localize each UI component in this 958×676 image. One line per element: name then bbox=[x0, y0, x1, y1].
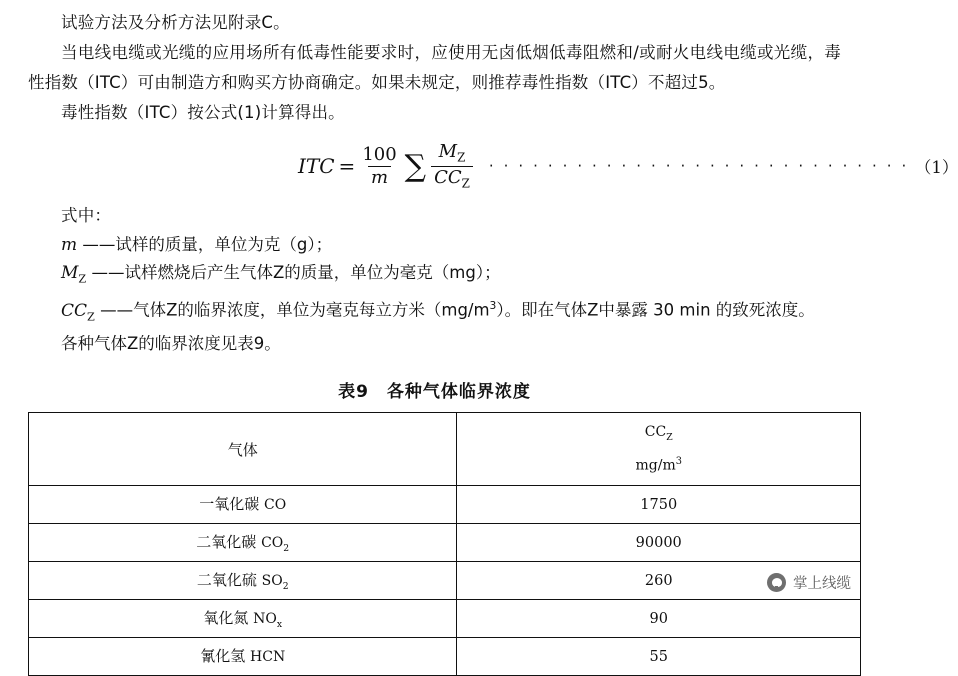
definition-ccz-symbol-subscript: Z bbox=[87, 310, 95, 324]
definition-m bbox=[28, 231, 841, 259]
definition-mz-symbol-base: M bbox=[61, 262, 79, 283]
header-ccz-symbol bbox=[461, 420, 856, 450]
formula-fraction-mz-over-ccz bbox=[431, 142, 473, 191]
definition-tail: 各种气体Z的临界浓度见表9。 bbox=[61, 334, 281, 354]
fraction1-denominator: m bbox=[368, 166, 391, 188]
gas-name-cell bbox=[29, 486, 457, 524]
table-row bbox=[29, 524, 861, 562]
gas-formula-base: CO bbox=[261, 535, 284, 552]
table-caption: 表9 各种气体临界浓度 bbox=[338, 382, 531, 403]
definition-ccz-symbol-base: CC bbox=[61, 300, 88, 321]
gas-formula-base: HCN bbox=[250, 649, 286, 666]
gas-name-formula bbox=[250, 649, 285, 665]
definition-mz-text: 试样燃烧后产生气体Z的质量，单位为毫克（mg）； bbox=[124, 262, 501, 282]
gas-critical-concentration-table bbox=[28, 412, 861, 676]
formula-leader-dots: · · · · · · · · · · · · · · · · · · · · · · · · · · · · · bbox=[488, 157, 909, 176]
gas-name-cell bbox=[29, 524, 457, 562]
gas-formula-base: SO bbox=[261, 573, 283, 590]
gas-name-cn: 二氧化硫 bbox=[196, 571, 262, 590]
header-ccz-symbol-base: CC bbox=[644, 424, 667, 441]
gas-name-formula bbox=[261, 573, 289, 592]
formula-number: （1） bbox=[914, 158, 958, 178]
table-row bbox=[29, 486, 861, 524]
header-ccz-unit bbox=[461, 450, 856, 478]
header-cell-ccz bbox=[457, 413, 861, 486]
definition-ccz-text-part2: ）。即在气体Z中暴露 30 min 的致死浓度。 bbox=[496, 300, 815, 320]
gas-name-formula bbox=[261, 535, 290, 554]
gas-value-cell: 1750 bbox=[457, 486, 861, 524]
paragraph-1: 试验方法及分析方法见附录C。 bbox=[61, 13, 290, 32]
paragraph-2: 当电线电缆或光缆的应用场所有低毒性能要求时，应使用无卤低烟低毒阻燃和/或耐火电线电缆或光缆，毒性指数（ITC）可由制造方和购买方协商确定。如果未规定，则推荐毒性指数（ITC）不超过5。 bbox=[28, 43, 841, 92]
definition-mz-dash: —— bbox=[91, 262, 125, 282]
formula-equals: = bbox=[338, 154, 356, 179]
formula-itc bbox=[28, 141, 958, 191]
definition-mz bbox=[28, 259, 841, 292]
fraction2-denominator-symbol: CC bbox=[434, 166, 462, 188]
gas-value-cell: 260 bbox=[457, 562, 861, 600]
gas-name-cn: 二氧化碳 bbox=[196, 533, 262, 552]
gas-name-cell bbox=[29, 600, 457, 638]
gas-formula-subscript: 2 bbox=[282, 580, 289, 592]
table-header-row bbox=[29, 413, 861, 486]
formula-fraction-100-over-m bbox=[359, 145, 399, 188]
definition-ccz-dash: —— bbox=[100, 300, 134, 320]
gas-formula-base: CO bbox=[264, 497, 287, 514]
definition-m-symbol: m bbox=[61, 234, 78, 255]
watermark bbox=[767, 572, 851, 593]
fraction2-numerator-subscript: Z bbox=[457, 150, 466, 165]
gas-name-cell bbox=[29, 562, 457, 600]
definition-mz-symbol-subscript: Z bbox=[78, 272, 87, 286]
fraction2-denominator bbox=[431, 166, 473, 191]
gas-formula-subscript: x bbox=[276, 618, 283, 630]
definition-m-text: 试样的质量，单位为克（g）； bbox=[115, 234, 333, 254]
definition-mz-symbol bbox=[61, 262, 87, 286]
where-label: 式中： bbox=[61, 205, 112, 225]
gas-name-cn: 一氧化碳 bbox=[199, 495, 265, 514]
table-row bbox=[29, 600, 861, 638]
paragraph-3: 毒性指数（ITC）按公式(1)计算得出。 bbox=[61, 103, 345, 122]
gas-name-formula bbox=[253, 611, 283, 630]
definition-ccz-unit-exponent: 3 bbox=[489, 299, 497, 313]
summation-icon: ∑ bbox=[404, 149, 427, 185]
header-ccz-unit-base: mg/m bbox=[635, 457, 676, 474]
gas-formula-base: NO bbox=[253, 611, 277, 628]
watermark-logo-icon bbox=[767, 573, 786, 592]
definition-ccz bbox=[28, 292, 841, 330]
gas-name-formula bbox=[264, 497, 286, 513]
definitions-block bbox=[28, 201, 841, 357]
gas-name-cell bbox=[29, 638, 457, 676]
table-row bbox=[29, 562, 861, 600]
gas-value-cell: 90 bbox=[457, 600, 861, 638]
definition-m-dash: —— bbox=[82, 234, 116, 254]
fraction2-numerator bbox=[436, 142, 469, 166]
gas-formula-subscript: 2 bbox=[283, 542, 290, 554]
table-row bbox=[29, 638, 861, 676]
formula-lhs: ITC bbox=[298, 154, 335, 179]
fraction2-numerator-symbol: M bbox=[438, 141, 458, 162]
gas-value-cell: 90000 bbox=[457, 524, 861, 562]
definition-ccz-text-part1: 气体Z的临界浓度，单位为毫克每立方米（mg/m bbox=[133, 300, 490, 320]
fraction1-numerator: 100 bbox=[362, 143, 397, 165]
fraction2-denominator-subscript: Z bbox=[461, 176, 470, 191]
watermark-text: 掌上线缆 bbox=[793, 576, 851, 592]
definition-ccz-symbol bbox=[61, 300, 95, 324]
header-cell-gas: 气体 bbox=[29, 413, 457, 486]
gas-value-cell: 55 bbox=[457, 638, 861, 676]
header-ccz-symbol-subscript: Z bbox=[666, 432, 673, 444]
header-ccz-unit-exponent: 3 bbox=[675, 456, 682, 468]
gas-name-cn: 氧化氮 bbox=[203, 609, 254, 628]
gas-name-cn: 氰化氢 bbox=[200, 647, 251, 666]
